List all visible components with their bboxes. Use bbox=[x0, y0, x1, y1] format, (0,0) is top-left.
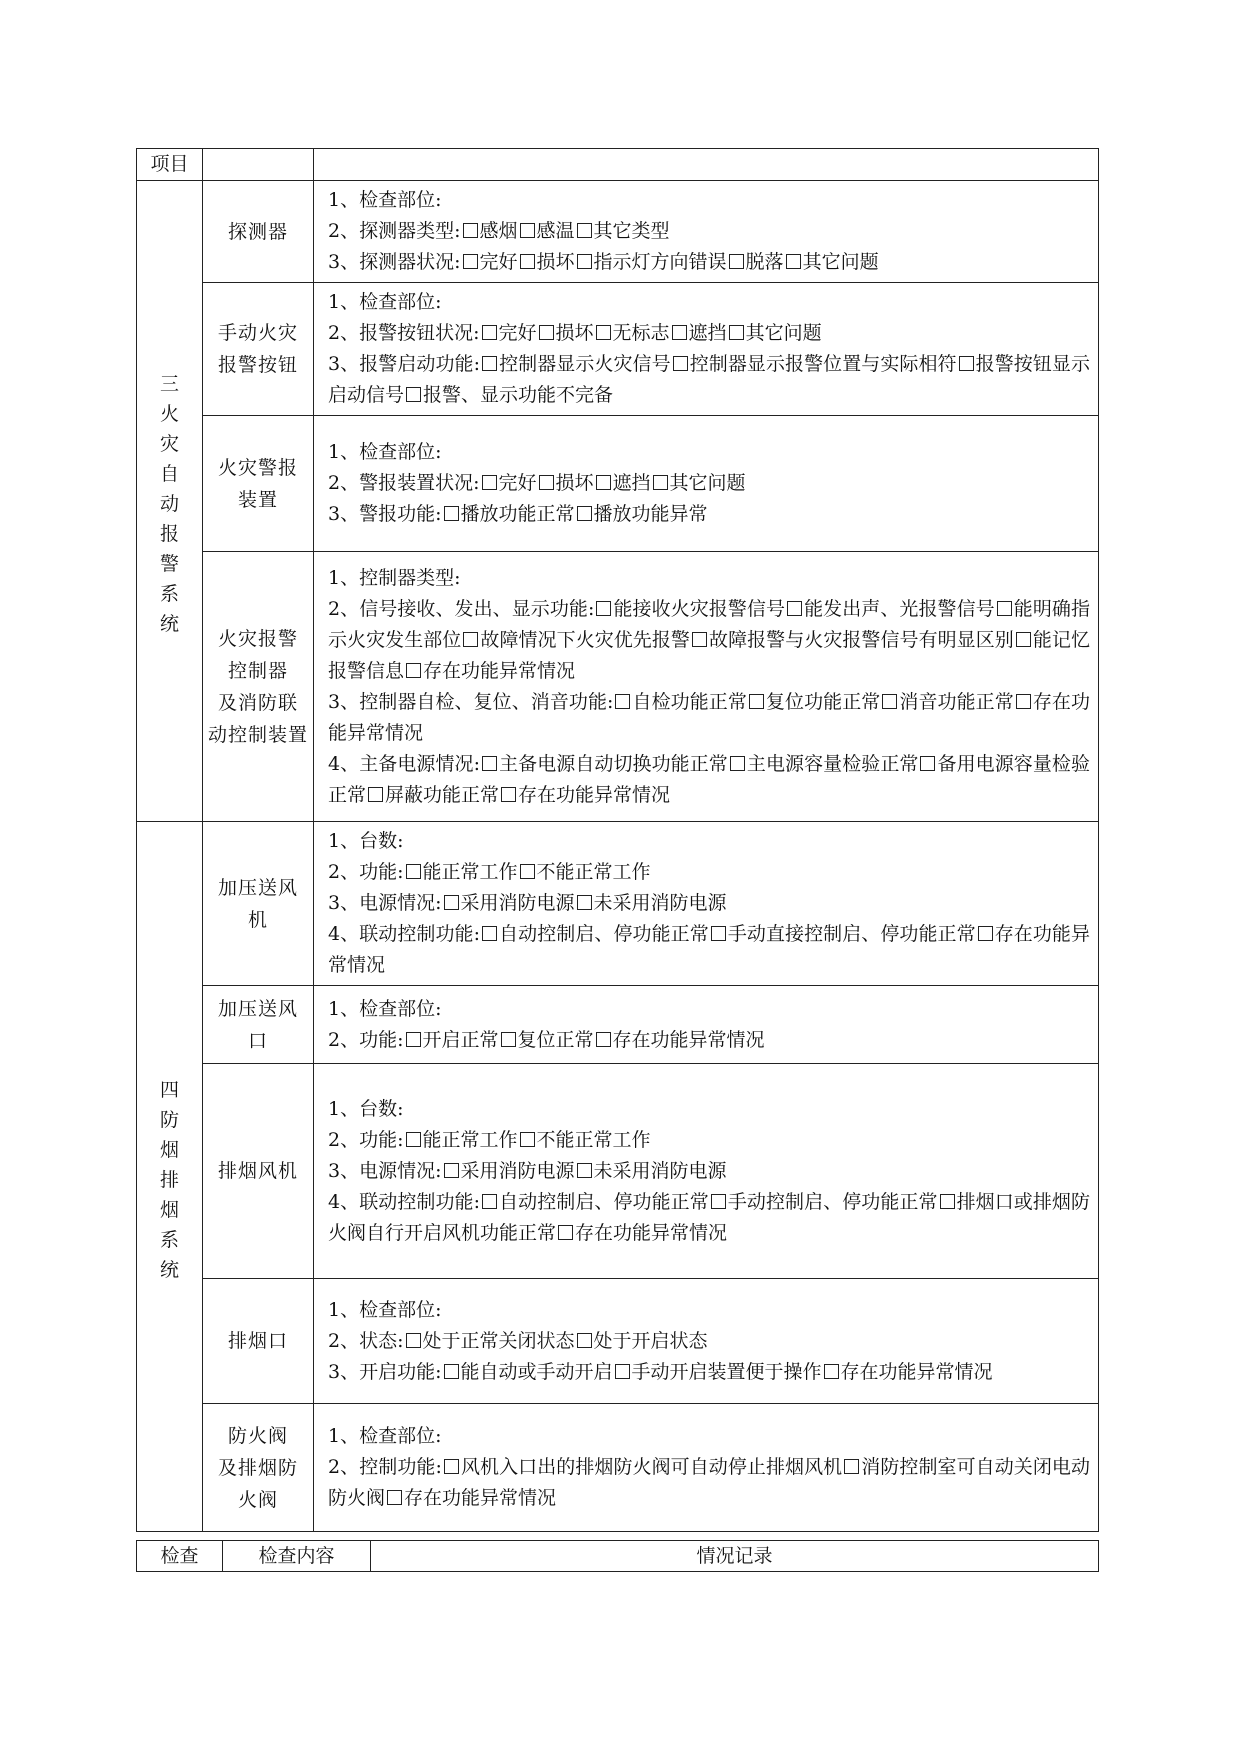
checkbox-icon[interactable] bbox=[406, 1333, 421, 1348]
checkbox-icon[interactable] bbox=[520, 223, 535, 238]
item-row bbox=[137, 822, 1099, 986]
checkbox-icon[interactable] bbox=[978, 926, 993, 941]
item-name: 火灾警报 装置 bbox=[203, 416, 314, 552]
item-name: 火灾报警 控制器 及消防联 动控制装置 bbox=[203, 552, 314, 822]
checkbox-icon[interactable] bbox=[711, 926, 726, 941]
item-content bbox=[314, 1404, 1099, 1532]
section-title-char: 灾 bbox=[159, 433, 179, 455]
checkbox-icon[interactable] bbox=[406, 1032, 421, 1047]
item-row bbox=[137, 1404, 1099, 1532]
section-title-char: 烟 bbox=[159, 1198, 179, 1221]
item-content bbox=[314, 416, 1099, 552]
checkbox-icon[interactable] bbox=[692, 632, 707, 647]
checkbox-icon[interactable] bbox=[482, 1194, 497, 1209]
checkbox-icon[interactable] bbox=[482, 475, 497, 490]
checkbox-icon[interactable] bbox=[539, 325, 554, 340]
checkbox-icon[interactable] bbox=[482, 926, 497, 941]
checkbox-icon[interactable] bbox=[730, 756, 745, 771]
section-title-char: 排 bbox=[159, 1168, 179, 1191]
content-line: 3、电源情况: 采用消防电源 未采用消防电源 bbox=[328, 892, 727, 914]
checkbox-icon[interactable] bbox=[577, 223, 592, 238]
content-line: 1、检查部位: bbox=[328, 441, 442, 463]
checkbox-icon[interactable] bbox=[1016, 694, 1031, 709]
item-name: 防火阀 及排烟防 火阀 bbox=[203, 1404, 314, 1532]
content-line: 3、报警启动功能: 控制器显示火灾信号 控制器显示报警位置与实际相符 报警按钮显示启动信号 报警、显示功能不完备 bbox=[328, 353, 1090, 406]
content-line: 4、联动控制功能: 自动控制启、停功能正常 手动控制启、停功能正常 排烟口或排烟防火阀自行开启风机功能正常 存在功能异常情况 bbox=[328, 1190, 1090, 1244]
content-line: 2、报警按钮状况: 完好 损坏 无标志 遮挡 其它问题 bbox=[328, 322, 822, 344]
checkbox-icon[interactable] bbox=[406, 663, 421, 678]
content-line: 1、检查部位: bbox=[328, 291, 442, 313]
item-row bbox=[137, 986, 1099, 1064]
checkbox-icon[interactable] bbox=[729, 325, 744, 340]
checkbox-icon[interactable] bbox=[482, 356, 497, 371]
checkbox-icon[interactable] bbox=[577, 506, 592, 521]
item-content bbox=[314, 283, 1099, 416]
content-line: 3、警报功能: 播放功能正常 播放功能异常 bbox=[328, 503, 708, 525]
item-content bbox=[314, 822, 1099, 986]
smoke-control-section-title bbox=[137, 822, 203, 1532]
footer-check-content: 检查内容 bbox=[223, 1541, 371, 1572]
checkbox-icon[interactable] bbox=[520, 254, 535, 269]
checkbox-icon[interactable] bbox=[596, 475, 611, 490]
section-title-char: 火 bbox=[159, 403, 179, 425]
content-line: 2、功能: 能正常工作 不能正常工作 bbox=[328, 861, 651, 883]
checkbox-icon[interactable] bbox=[444, 895, 459, 910]
checkbox-icon[interactable] bbox=[444, 1459, 459, 1474]
section-title-char: 四 bbox=[159, 1078, 179, 1101]
content-line: 1、检查部位: bbox=[328, 1425, 442, 1447]
content-line: 1、检查部位: bbox=[328, 1298, 442, 1321]
item-row bbox=[137, 1279, 1099, 1404]
checkbox-icon[interactable] bbox=[596, 325, 611, 340]
footer-record: 情况记录 bbox=[371, 1541, 1099, 1572]
footer-row bbox=[137, 1541, 1099, 1572]
item-name: 探测器 bbox=[203, 181, 314, 283]
header-blank-2 bbox=[314, 149, 1099, 181]
item-content bbox=[314, 552, 1099, 822]
checkbox-icon[interactable] bbox=[673, 356, 688, 371]
header-project: 项目 bbox=[137, 149, 203, 181]
content-line: 3、控制器自检、复位、消音功能: 自检功能正常 复位功能正常 消音功能正常 存在功能异常情况 bbox=[328, 690, 1090, 744]
content-line: 2、探测器类型: 感烟 感温 其它类型 bbox=[328, 220, 670, 242]
checkbox-icon[interactable] bbox=[711, 1194, 726, 1209]
item-row bbox=[137, 181, 1099, 283]
content-line: 2、警报装置状况: 完好 损坏 遮挡 其它问题 bbox=[328, 472, 746, 494]
item-name: 排烟口 bbox=[203, 1279, 314, 1404]
content-line: 1、台数: bbox=[328, 1097, 404, 1120]
checkbox-icon[interactable] bbox=[444, 506, 459, 521]
checkbox-icon[interactable] bbox=[786, 254, 801, 269]
content-line: 4、联动控制功能: 自动控制启、停功能正常 手动直接控制启、停功能正常 存在功能异常情况 bbox=[328, 923, 1090, 976]
inspection-table bbox=[136, 148, 1099, 1532]
item-content bbox=[314, 1279, 1099, 1404]
checkbox-icon[interactable] bbox=[920, 756, 935, 771]
checkbox-icon[interactable] bbox=[577, 254, 592, 269]
checkbox-icon[interactable] bbox=[406, 387, 421, 402]
checkbox-icon[interactable] bbox=[577, 895, 592, 910]
content-line: 3、开启功能: 能自动或手动开启 手动开启装置便于操作 存在功能异常情况 bbox=[328, 1360, 993, 1383]
checkbox-icon[interactable] bbox=[444, 1364, 459, 1379]
checkbox-icon[interactable] bbox=[997, 601, 1012, 616]
item-name: 加压送风 口 bbox=[203, 986, 314, 1064]
checkbox-icon[interactable] bbox=[577, 1163, 592, 1178]
checkbox-icon[interactable] bbox=[368, 787, 383, 802]
section-title-char: 动 bbox=[159, 493, 179, 515]
checkbox-icon[interactable] bbox=[482, 325, 497, 340]
checkbox-icon[interactable] bbox=[520, 864, 535, 879]
checkbox-icon[interactable] bbox=[653, 475, 668, 490]
checkbox-icon[interactable] bbox=[940, 1194, 955, 1209]
checkbox-icon[interactable] bbox=[406, 1132, 421, 1147]
content-line: 4、主备电源情况: 主备电源自动切换功能正常 主电源容量检验正常 备用电源容量检验正常 屏蔽功能正常 存在功能异常情况 bbox=[328, 752, 1090, 806]
section-title-char: 统 bbox=[159, 1258, 179, 1281]
section-title-char: 系 bbox=[159, 583, 179, 605]
header-row bbox=[137, 149, 1099, 181]
section-title-char: 系 bbox=[159, 1228, 179, 1251]
content-line: 2、控制功能: 风机入口出的排烟防火阀可自动停止排烟风机 消防控制室可自动关闭电动防火阀 存在功能异常情况 bbox=[328, 1456, 1090, 1509]
item-name: 手动火灾 报警按钮 bbox=[203, 283, 314, 416]
footer-table bbox=[136, 1540, 1099, 1572]
checkbox-icon[interactable] bbox=[387, 1490, 402, 1505]
section-title-char: 烟 bbox=[159, 1138, 179, 1161]
item-content bbox=[314, 1064, 1099, 1279]
section-title-char: 统 bbox=[159, 613, 179, 635]
section-title-char: 防 bbox=[159, 1108, 179, 1131]
checkbox-icon[interactable] bbox=[482, 756, 497, 771]
item-content bbox=[314, 181, 1099, 283]
checkbox-icon[interactable] bbox=[615, 1364, 630, 1379]
checkbox-icon[interactable] bbox=[520, 1132, 535, 1147]
checkbox-icon[interactable] bbox=[824, 1364, 839, 1379]
item-name: 加压送风 机 bbox=[203, 822, 314, 986]
checkbox-icon[interactable] bbox=[444, 1163, 459, 1178]
content-line: 3、电源情况: 采用消防电源 未采用消防电源 bbox=[328, 1159, 727, 1182]
checkbox-icon[interactable] bbox=[463, 223, 478, 238]
item-row bbox=[137, 416, 1099, 552]
item-row bbox=[137, 1064, 1099, 1279]
checkbox-icon[interactable] bbox=[844, 1459, 859, 1474]
item-row bbox=[137, 283, 1099, 416]
checkbox-icon[interactable] bbox=[1016, 632, 1031, 647]
checkbox-icon[interactable] bbox=[539, 475, 554, 490]
footer-check: 检查 bbox=[137, 1541, 223, 1572]
content-line: 2、状态: 处于正常关闭状态 处于开启状态 bbox=[328, 1329, 708, 1352]
section-title-char: 警 bbox=[159, 553, 179, 575]
item-name: 排烟风机 bbox=[203, 1064, 314, 1279]
section-title-char: 三 bbox=[159, 373, 179, 395]
checkbox-icon[interactable] bbox=[882, 694, 897, 709]
checkbox-icon[interactable] bbox=[787, 601, 802, 616]
checkbox-icon[interactable] bbox=[615, 694, 630, 709]
item-content bbox=[314, 986, 1099, 1064]
content-line: 1、检查部位: bbox=[328, 189, 442, 211]
checkbox-icon[interactable] bbox=[406, 864, 421, 879]
checkbox-icon[interactable] bbox=[501, 1032, 516, 1047]
item-row bbox=[137, 552, 1099, 822]
content-line: 1、台数: bbox=[328, 830, 404, 852]
section-title-char: 自 bbox=[159, 463, 179, 485]
checkbox-icon[interactable] bbox=[577, 1333, 592, 1348]
content-line: 2、功能: 开启正常 复位正常 存在功能异常情况 bbox=[328, 1028, 765, 1051]
checkbox-icon[interactable] bbox=[672, 325, 687, 340]
content-line: 2、功能: 能正常工作 不能正常工作 bbox=[328, 1128, 651, 1151]
content-line: 1、控制器类型: bbox=[328, 566, 461, 589]
header-blank-1 bbox=[203, 149, 314, 181]
checkbox-icon[interactable] bbox=[501, 787, 516, 802]
fire-alarm-section-title bbox=[137, 181, 203, 822]
content-line: 1、检查部位: bbox=[328, 997, 442, 1020]
checkbox-icon[interactable] bbox=[749, 694, 764, 709]
content-line: 3、探测器状况: 完好 损坏 指示灯方向错误 脱落 其它问题 bbox=[328, 251, 879, 273]
checkbox-icon[interactable] bbox=[729, 254, 744, 269]
checkbox-icon[interactable] bbox=[596, 601, 611, 616]
checkbox-icon[interactable] bbox=[596, 1032, 611, 1047]
section-title-char: 报 bbox=[159, 523, 179, 545]
checkbox-icon[interactable] bbox=[463, 254, 478, 269]
checkbox-icon[interactable] bbox=[558, 1225, 573, 1240]
checkbox-icon[interactable] bbox=[959, 356, 974, 371]
checkbox-icon[interactable] bbox=[463, 632, 478, 647]
content-line: 2、信号接收、发出、显示功能: 能接收火灾报警信号 能发出声、光报警信号 能明确指示火灾发生部位 故障情况下火灾优先报警 故障报警与火灾报警信号有明显区别 能记忆报警信息 存在功能异常情况 bbox=[328, 597, 1090, 682]
